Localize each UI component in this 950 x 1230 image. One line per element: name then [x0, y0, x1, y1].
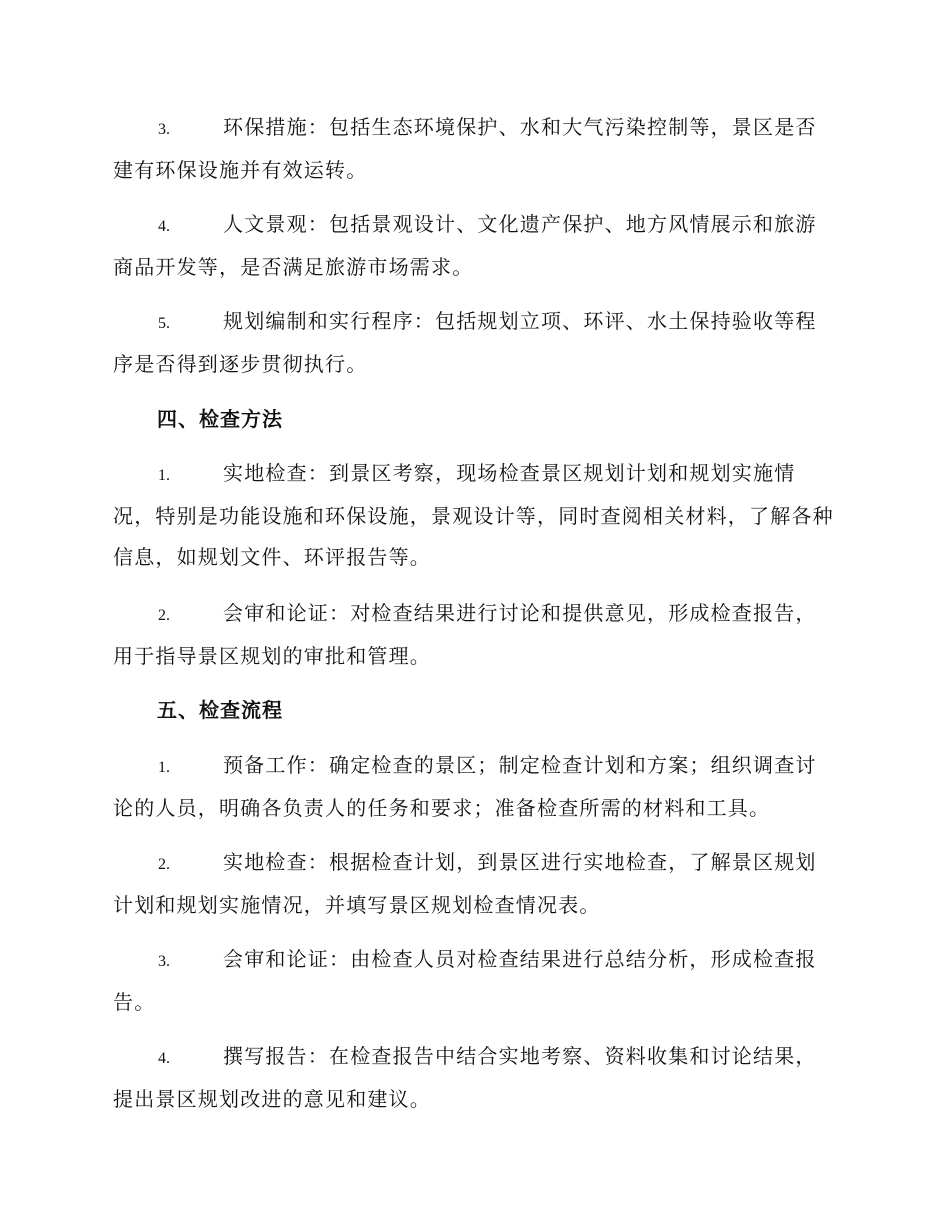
section-heading: 五、检查流程 — [157, 698, 283, 722]
item-text: 预备工作：确定检查的景区；制定检查计划和方案；组织调查讨论的人员，明确各负责人的任务和要求；准备检查所需的材料和工具。 — [113, 753, 817, 820]
item-number: 4. — [158, 218, 170, 235]
list-item — [113, 204, 835, 288]
item-text: 撰写报告：在检查报告中结合实地考察、资料收集和讨论结果，提出景区规划改进的意见和建议。 — [113, 1044, 817, 1111]
item-number: 1. — [158, 467, 170, 484]
item-number: 3. — [158, 953, 170, 970]
item-text: 会审和论证：由检查人员对检查结果进行总结分析，形成检查报告。 — [113, 947, 817, 1014]
list-item — [113, 301, 835, 385]
item-number: 2. — [158, 607, 170, 624]
list-item — [113, 745, 835, 829]
item-text: 会审和论证：对检查结果进行讨论和提供意见，形成检查报告，用于指导景区规划的审批和管理。 — [113, 601, 817, 668]
item-text: 实地检查：到景区考察，现场检查景区规划计划和规划实施情况，特别是功能设施和环保设施，景观设计等，同时查阅相关材料，了解各种信息，如规划文件、环评报告等。 — [113, 461, 834, 569]
list-item — [113, 1036, 835, 1120]
list-item — [113, 453, 835, 578]
list-item — [113, 939, 835, 1023]
item-text: 规划编制和实行程序：包括规划立项、环评、水土保持验收等程序是否得到逐步贯彻执行。 — [113, 309, 817, 376]
item-number: 5. — [158, 315, 170, 332]
list-item — [113, 107, 835, 191]
list-item — [113, 842, 835, 926]
item-text: 人文景观：包括景观设计、文化遗产保护、地方风情展示和旅游商品开发等，是否满足旅游市场需求。 — [113, 212, 817, 279]
section-heading: 四、检查方法 — [157, 407, 283, 431]
item-number: 3. — [158, 121, 170, 138]
item-number: 4. — [158, 1050, 170, 1067]
item-text: 环保措施：包括生态环境保护、水和大气污染控制等，景区是否建有环保设施并有效运转。 — [113, 115, 817, 182]
item-number: 2. — [158, 856, 170, 873]
list-item — [113, 593, 835, 677]
item-text: 实地检查：根据检查计划，到景区进行实地检查，了解景区规划计划和规划实施情况，并填写景区规划检查情况表。 — [113, 850, 817, 917]
item-number: 1. — [158, 759, 170, 776]
